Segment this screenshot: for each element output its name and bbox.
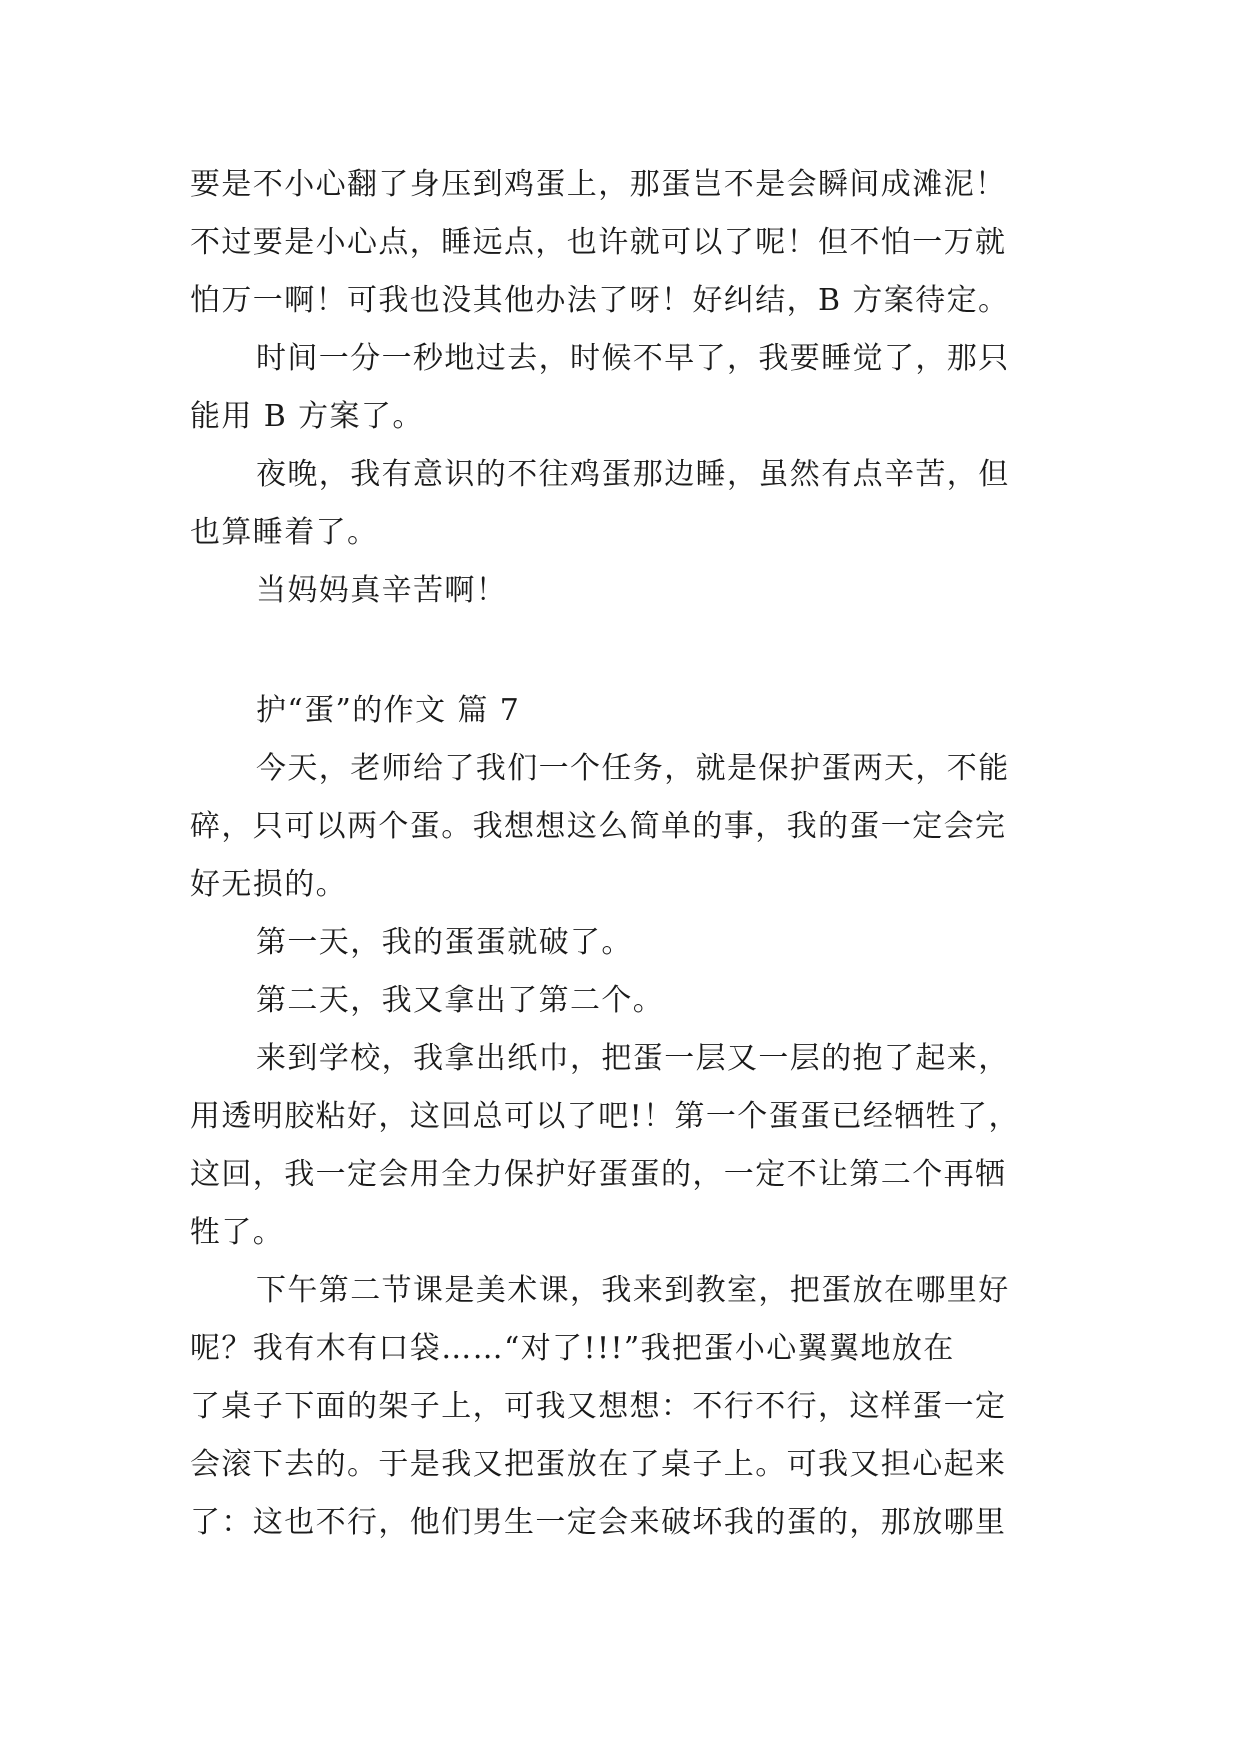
body-text-line: 用透明胶粘好，这回总可以了吧!！第一个蛋蛋已经牺牲了， xyxy=(190,1099,1020,1134)
body-text-line: 不过要是小心点，睡远点，也许就可以了呢！但不怕一万就 xyxy=(190,225,1007,260)
body-text-line: 要是不小心翻了身压到鸡蛋上，那蛋岂不是会瞬间成滩泥！ xyxy=(190,167,1007,202)
paragraph-first-line: 下午第二节课是美术课，我来到教室，把蛋放在哪里好 xyxy=(256,1273,1010,1308)
body-text-line: 碎，只可以两个蛋。我想想这么简单的事，我的蛋一定会完 xyxy=(190,809,1007,844)
paragraph-first-line: 当妈妈真辛苦啊！ xyxy=(256,573,508,608)
section-heading: 护“蛋”的作文 篇 7 xyxy=(256,693,521,728)
body-text-line: 也算睡着了。 xyxy=(190,515,379,550)
body-text-line: 了：这也不行，他们男生一定会来破坏我的蛋的，那放哪里 xyxy=(190,1505,1007,1540)
body-text-line: 了桌子下面的架子上，可我又想想：不行不行，这样蛋一定 xyxy=(190,1389,1007,1424)
paragraph-first-line: 第二天，我又拿出了第二个。 xyxy=(256,983,665,1018)
body-text-line: 能用 B 方案了。 xyxy=(190,399,424,434)
paragraph-first-line: 时间一分一秒地过去，时候不早了，我要睡觉了，那只 xyxy=(256,341,1010,376)
body-text-line: 这回，我一定会用全力保护好蛋蛋的，一定不让第二个再牺 xyxy=(190,1157,1007,1192)
paragraph-first-line: 第一天，我的蛋蛋就破了。 xyxy=(256,925,633,960)
body-text-line: 会滚下去的。于是我又把蛋放在了桌子上。可我又担心起来 xyxy=(190,1447,1007,1482)
paragraph-first-line: 今天，老师给了我们一个任务，就是保护蛋两天，不能 xyxy=(256,751,1010,786)
body-text-line: 呢？我有木有口袋……“对了!!!”我把蛋小心翼翼地放在 xyxy=(190,1331,955,1366)
body-text-line: 牲了。 xyxy=(190,1215,285,1250)
paragraph-first-line: 来到学校，我拿出纸巾，把蛋一层又一层的抱了起来， xyxy=(256,1041,1010,1076)
paragraph-first-line: 夜晚，我有意识的不往鸡蛋那边睡，虽然有点辛苦，但 xyxy=(256,457,1010,492)
body-text-line: 好无损的。 xyxy=(190,867,347,902)
body-text-line: 怕万一啊！可我也没其他办法了呀！好纠结，B 方案待定。 xyxy=(190,283,1010,318)
